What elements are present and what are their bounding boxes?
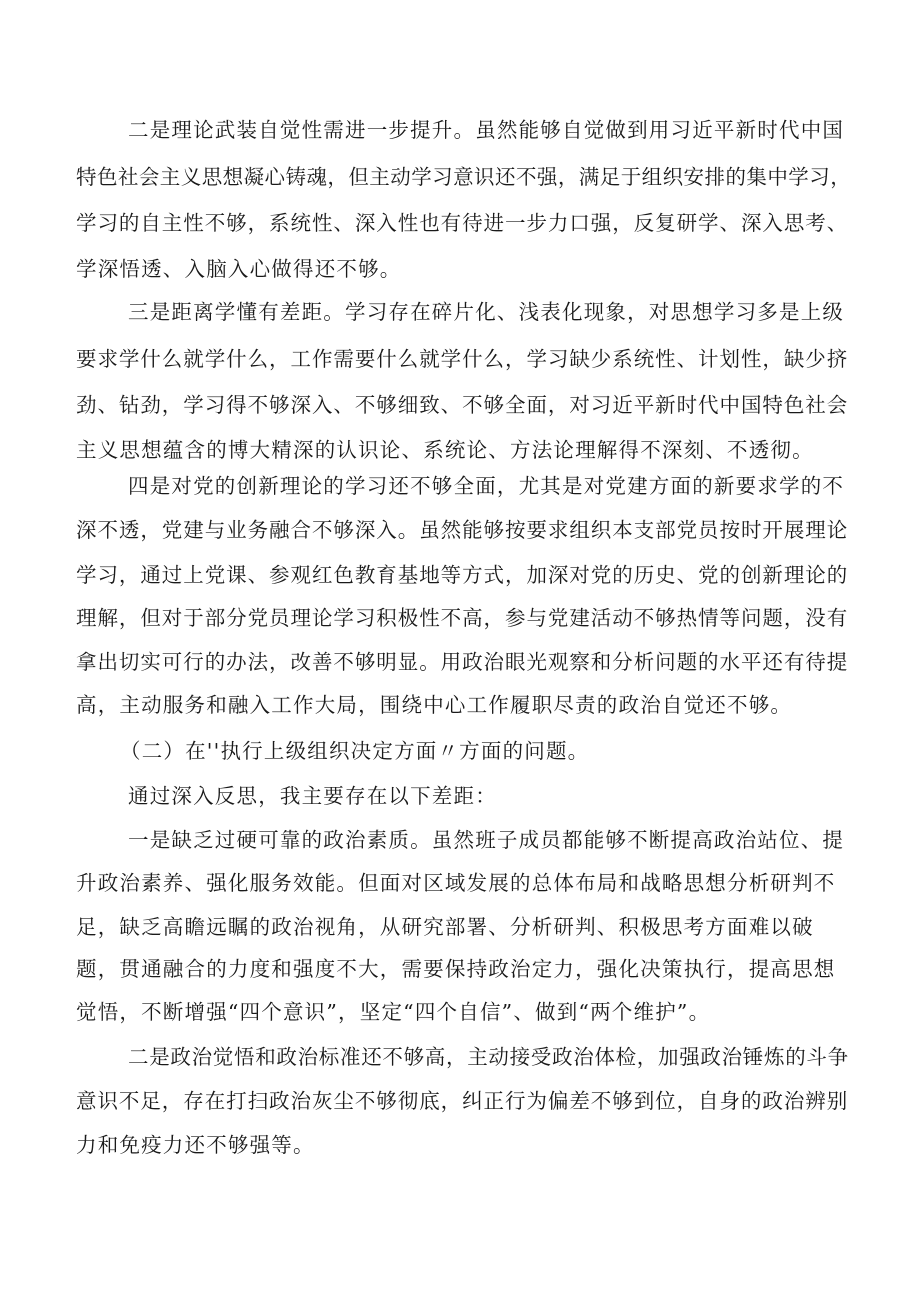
p3-line-3: 学习，通过上党课、参观红色教育基地等方式，加深对党的历史、党的创新理论的 bbox=[76, 563, 849, 587]
p2-line-4: 主义思想蕴含的博大精深的认识论、系统论、方法论理解得不深刻、不透彻。 bbox=[76, 438, 814, 462]
p1-line-2: 特色社会主义思想凝心铸魂，但主动学习意识还不强，满足于组织安排的集中学习， bbox=[76, 165, 852, 189]
p3-line-5: 拿出切实可行的办法，改善不够明显。用政治眼光观察和分析问题的水平还有待提 bbox=[76, 650, 849, 674]
p6-line-5: 觉悟，不断增强“四个意识”，坚定“四个自信”、做到“两个维护”。 bbox=[76, 1000, 711, 1024]
intro-line: 通过深入反思，我主要存在以下差距： bbox=[128, 784, 497, 808]
p2-line-3: 劲、钻劲，学习得不够深入、不够细致、不够全面，对习近平新时代中国特色社会 bbox=[76, 393, 849, 417]
p3-line-6: 高，主动服务和融入工作大局，围绕中心工作履职尽责的政治自觉还不够。 bbox=[76, 693, 793, 717]
section-heading: （二）在''执行上级组织决定方面〃方面的问题。 bbox=[120, 739, 590, 763]
p3-line-2: 深不透，党建与业务融合不够深入。虽然能够按要求组织本支部党员按时开展理论 bbox=[76, 518, 849, 542]
p1-line-3: 学习的自主性不够，系统性、深入性也有待进一步力口强，反复研学、深入思考、 bbox=[76, 211, 849, 235]
p6-line-1: 一是缺乏过硬可靠的政治素质。虽然班子成员都能够不断提高政治站位、提 bbox=[128, 828, 845, 852]
p7-line-3: 力和免疫力还不够强等。 bbox=[76, 1133, 315, 1157]
p7-line-1: 二是政治觉悟和政治标准还不够高，主动接受政治体检，加强政治锤炼的斗争 bbox=[128, 1045, 849, 1069]
p3-line-4: 理解，但对于部分党员理论学习积极性不高，参与党建活动不够热情等问题，没有 bbox=[76, 606, 849, 630]
p6-line-3: 足，缺乏高瞻远瞩的政治视角，从研究部署、分析研判、积极思考方面难以破 bbox=[76, 915, 814, 939]
p2-line-1: 三是距离学懂有差距。学习存在碎片化、浅表化现象，对思想学习多是上级 bbox=[128, 300, 845, 324]
p6-line-2: 升政治素养、强化服务效能。但面对区域发展的总体布局和战略思想分析研判不 bbox=[76, 871, 836, 895]
p7-line-2: 意识不足，存在打扫政治灰尘不够彻底，纠正行为偏差不够到位，自身的政治辨别 bbox=[76, 1089, 849, 1113]
p6-line-4: 题，贯通融合的力度和强度不大，需要保持政治定力，强化决策执行，提高思想 bbox=[76, 957, 836, 981]
p2-line-2: 要求学什么就学什么，工作需要什么就学什么，学习缺少系统性、计划性，缺少挤 bbox=[76, 347, 849, 371]
p1-line-1: 二是理论武装自觉性需进一步提升。虽然能够自觉做到用习近平新时代中国 bbox=[128, 118, 845, 142]
p3-line-1: 四是对党的创新理论的学习还不够全面，尤其是对党建方面的新要求学的不 bbox=[128, 474, 845, 498]
p1-line-4: 学深悟透、入脑入心做得还不够。 bbox=[76, 257, 402, 281]
